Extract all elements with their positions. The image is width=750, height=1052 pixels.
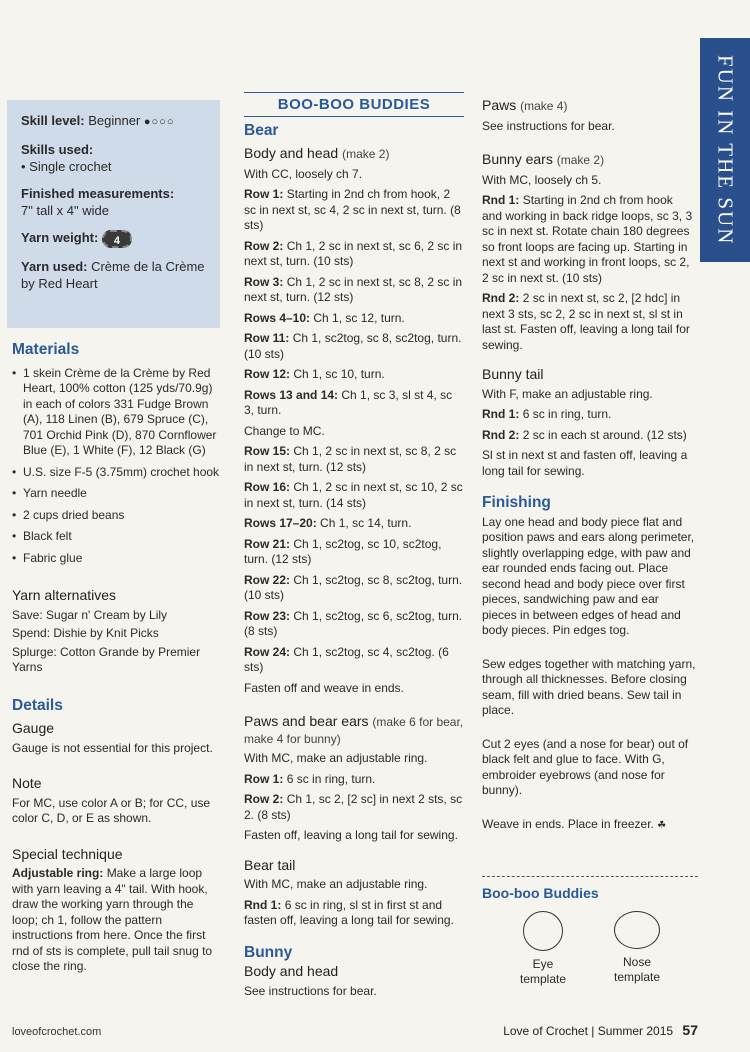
nose-template-shape: [614, 911, 660, 949]
pattern-row: Row 3: Ch 1, 2 sc in next st, sc 8, 2 sc in next st, turn. (12 sts): [244, 274, 463, 304]
skill-level-dots-icon: ●○○○: [143, 116, 175, 128]
section-side-tab: [700, 38, 750, 262]
pattern-row: Fasten off and weave in ends.: [244, 680, 404, 695]
finished-measurements: Finished measurements: 7" tall x 4" wide: [21, 186, 175, 218]
finishing-heading: Finishing: [482, 494, 551, 511]
pattern-title: BOO-BOO BUDDIES: [244, 92, 464, 117]
list-item: • Fabric glue: [12, 551, 222, 567]
bunny-paws-text: See instructions for bear.: [482, 118, 615, 133]
column-2: [244, 92, 464, 1002]
eye-template: [513, 911, 573, 987]
yarn-alt-splurge: Splurge: Cotton Grande by Premier Yarns: [12, 644, 201, 674]
bear-body-intro: With CC, loosely ch 7.: [244, 166, 363, 181]
footer-magazine: Love of Crochet | Summer 2015 57: [503, 1022, 698, 1038]
pattern-row: Row 1: 6 sc in ring, turn.: [244, 771, 376, 786]
bear-rows: [244, 187, 464, 696]
pattern-row: Row 2: Ch 1, sc 2, [2 sc] in next 2 sts, sc 2. (8 sts): [244, 792, 463, 822]
list-item: • 2 cups dried beans: [12, 508, 222, 524]
pattern-row: Rnd 2: 2 sc in each st around. (12 sts): [482, 427, 687, 442]
details-heading: Details: [12, 696, 63, 714]
materials-heading: Materials: [12, 341, 80, 358]
pattern-row: Rows 4–10: Ch 1, sc 12, turn.: [244, 310, 405, 325]
list-item: • Black felt: [12, 529, 222, 545]
bunny-paws-title: Paws (make 4): [482, 97, 568, 113]
column-3: [482, 98, 696, 836]
templates-row: [482, 911, 698, 987]
pattern-row: Row 15: Ch 1, 2 sc in next st, sc 8, 2 sc in next st, turn. (12 sts): [244, 444, 457, 474]
pattern-row: Rows 17–20: Ch 1, sc 14, turn.: [244, 516, 412, 530]
bunny-tail-end: Sl st in next st and fasten off, leaving a long tail for sewing.: [482, 448, 688, 478]
yarn-alternatives-heading: Yarn alternatives: [12, 587, 117, 603]
bunny-ears-title: Bunny ears (make 2): [482, 151, 605, 167]
pattern-row: Row 21: Ch 1, sc2tog, sc 10, sc2tog, turn. (12 sts): [244, 536, 442, 566]
gauge-text: Gauge is not essential for this project.: [12, 740, 213, 755]
bear-heading: Bear: [244, 121, 279, 139]
list-item: • U.S. size F-5 (3.75mm) crochet hook: [12, 465, 222, 481]
bunny-tail-title: Bunny tail: [482, 366, 544, 382]
finishing-paragraph: Weave in ends. Place in freezer. ☘: [482, 816, 667, 831]
paws-ears-end: Fasten off, leaving a long tail for sewing.: [244, 828, 458, 842]
special-technique-heading: Special technique: [12, 845, 123, 862]
yarn-weight: Yarn weight: 4: [21, 229, 210, 248]
bunny-heading: Bunny: [244, 943, 293, 961]
bear-tail-title: Bear tail: [244, 856, 296, 873]
page-number: 57: [682, 1022, 698, 1038]
skills-used: Skills used: • Single crochet: [21, 142, 112, 174]
column-1: [12, 342, 222, 978]
paws-ears-intro: With MC, make an adjustable ring.: [244, 751, 428, 765]
side-tab-label: FUN IN THE SUN: [713, 54, 738, 246]
bunny-tail-intro: With F, make an adjustable ring.: [482, 386, 653, 401]
special-technique-text: Adjustable ring: Make a large loop with yarn leaving a 4" tail. With hook, draw the working yarn through the loop; ch 1, follow the pattern instructions from here. Once the first rnd of sts is complete, pull tail snug to close the ring.: [12, 866, 213, 973]
project-info-box: [7, 100, 220, 328]
bear-tail-intro: With MC, make an adjustable ring.: [244, 877, 428, 891]
paws-ears-title: Paws and bear ears (make 6 for bear, make 4 for bunny): [244, 713, 464, 746]
templates-box: [482, 876, 698, 987]
nose-template: [607, 911, 667, 987]
eye-template-label: Eye template: [519, 957, 567, 986]
note-heading: Note: [12, 775, 42, 791]
bunny-body-title: Body and head: [244, 963, 339, 979]
pattern-row: Row 11: Ch 1, sc2tog, sc 8, sc2tog, turn. (10 sts): [244, 331, 462, 361]
pattern-row: Row 24: Ch 1, sc2tog, sc 4, sc2tog. (6 sts): [244, 644, 449, 674]
finishing-paragraph: Sew edges together with matching yarn, through all thicknesses. Before closing seam, fill with dried beans. Sew tail in place.: [482, 656, 696, 717]
pattern-row: Row 12: Ch 1, sc 10, turn.: [244, 367, 385, 381]
list-item: • Yarn needle: [12, 486, 222, 502]
finishing-paragraph: Cut 2 eyes (and a nose for bear) out of black felt and glue to face. With G, embroider eyebrows (and nose for bunny).: [482, 736, 689, 797]
pattern-row: Row 22: Ch 1, sc2tog, sc 8, sc2tog, turn. (10 sts): [244, 572, 463, 602]
pattern-row: Rnd 2: 2 sc in next st, sc 2, [2 hdc] in next 3 sts, sc 2, 2 sc in next st, sl st in last st. Fasten off, leaving a long tail for sewing.: [482, 291, 690, 352]
skill-level: Skill level: Beginner ●○○○: [21, 113, 175, 128]
pattern-row: Rnd 1: 6 sc in ring, turn.: [482, 407, 612, 421]
yarn-alt-save: Save: Sugar n' Cream by Lily: [12, 607, 168, 622]
pattern-row: Row 1: Starting in 2nd ch from hook, 2 sc in next st, sc 4, 2 sc in next st, turn. (8 sts): [244, 187, 461, 232]
pattern-row: Row 16: Ch 1, 2 sc in next st, sc 10, 2 sc in next st, turn. (14 sts): [244, 480, 463, 510]
note-text: For MC, use color A or B; for CC, use color C, D, or E as shown.: [12, 795, 211, 825]
gauge-heading: Gauge: [12, 720, 55, 736]
yarn-weight-icon: 4: [102, 230, 132, 248]
bear-body-head-title: Body and head (make 2): [244, 145, 390, 161]
pattern-row: Rows 13 and 14: Ch 1, sc 3, sl st 4, sc 3, turn.: [244, 387, 453, 417]
yarn-alt-spend: Spend: Dishie by Knit Picks: [12, 626, 159, 640]
templates-title: Boo-boo Buddies: [482, 885, 599, 901]
pattern-row: Rnd 1: 6 sc in ring, sl st in first st and fasten off, leaving a long tail for sewing.: [244, 897, 454, 927]
bunny-body-text: See instructions for bear.: [244, 983, 377, 998]
yarn-used: Yarn used: Crème de la Crème by Red Heart: [21, 258, 205, 291]
footer-site: loveofcrochet.com: [12, 1026, 102, 1038]
pattern-row: Row 23: Ch 1, sc2tog, sc 6, sc2tog, turn. (8 sts): [244, 608, 463, 638]
finishing-paragraph: Lay one head and body piece flat and position paws and ears along perimeter, slightly overlapping edge, with paw and ear rounded ends facing out. Place second head and body piece over first pieces, sandwiching paw and ear pieces in between edges of head and body pieces. Pin edges tog.: [482, 514, 695, 637]
pattern-row: Change to MC.: [244, 423, 325, 438]
pattern-row: Rnd 1: Starting in 2nd ch from hook and working in back ridge loops, sc 3, 3 sc in next st. Rotate chain 180 degrees so front loops are facing up. Starting in next st and working in front loops, sc 2, 2 sc in next st. (10 sts): [482, 193, 693, 285]
materials-list: [12, 366, 222, 567]
end-mark-icon: ☘: [657, 819, 667, 831]
nose-template-label: Nose template: [613, 955, 661, 984]
list-item: • 1 skein Crème de la Crème by Red Heart, 100% cotton (125 yds/70.9g) in each of colors 331 Fudge Brown (A), 118 Linen (B), 679 Spruce (C), 701 Orchid Pink (D), 870 Cornflower Blue (E), 1 White (F), 12 Black (G): [12, 366, 222, 459]
pattern-row: Row 2: Ch 1, 2 sc in next st, sc 6, 2 sc in next st, turn. (10 sts): [244, 238, 463, 268]
bunny-ears-intro: With MC, loosely ch 5.: [482, 172, 602, 187]
eye-template-shape: [523, 911, 563, 951]
